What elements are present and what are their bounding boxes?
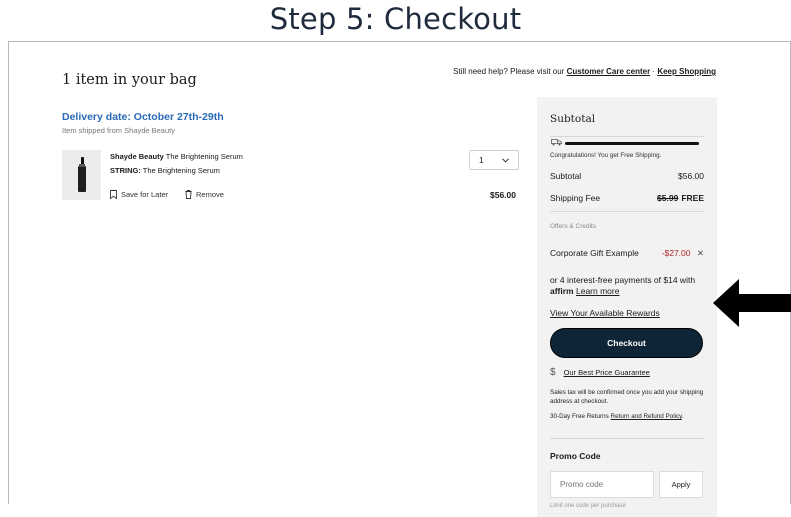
- summary-title: Subtotal: [550, 113, 596, 125]
- quantity-select[interactable]: [469, 150, 519, 170]
- bag-heading: 1 item in your bag: [62, 72, 197, 88]
- help-text: Still need help? Please visit our: [453, 67, 565, 76]
- returns-prefix: 30-Day Free Returns: [550, 413, 609, 420]
- tax-note: Sales tax will be confirmed once you add your shipping address at checkout.: [550, 389, 704, 405]
- variant-label: STRING:: [110, 166, 141, 175]
- gift-value: [662, 248, 704, 259]
- checkout-page-frame: [8, 41, 791, 509]
- returns-note: [550, 413, 684, 420]
- remove-button[interactable]: [185, 190, 224, 199]
- quantity-value: 1: [479, 155, 484, 165]
- view-rewards-link[interactable]: View Your Available Rewards: [550, 308, 660, 318]
- subtotal-value: $56.00: [678, 171, 704, 181]
- product-variant: [110, 166, 220, 175]
- gift-amount: -$27.00: [661, 248, 691, 258]
- divider: [550, 438, 704, 439]
- affirm-message: [550, 275, 710, 297]
- shipping-old-price: $5.99: [657, 193, 679, 203]
- arrow-left-icon: [711, 277, 791, 329]
- shipping-free: FREE: [681, 193, 704, 203]
- variant-value: The Brightening Serum: [142, 166, 220, 175]
- shipping-label: Shipping Fee: [550, 193, 601, 203]
- shipped-from: Item shipped from Shayde Beauty: [62, 126, 175, 135]
- close-icon[interactable]: ✕: [696, 248, 704, 258]
- divider: [550, 136, 704, 137]
- remove-label: Remove: [196, 190, 224, 199]
- gift-row: [550, 248, 704, 259]
- step-title: Step 5: Checkout: [269, 2, 522, 36]
- delivery-truck-icon: [551, 138, 562, 148]
- divider: [550, 211, 704, 212]
- subtotal-row: [550, 171, 704, 181]
- delivery-date: Delivery date: October 27th-29th: [62, 111, 224, 123]
- order-summary: [537, 97, 717, 517]
- promo-code-input[interactable]: Promo code: [550, 471, 654, 498]
- returns-suffix: .: [681, 413, 684, 420]
- guarantee-label: Our Best Price Guarantee: [563, 368, 650, 377]
- best-price-guarantee[interactable]: [550, 367, 650, 378]
- dollar-icon: $: [550, 367, 556, 378]
- offers-label: Offers & Credits: [550, 223, 597, 230]
- line-item-price: $56.00: [490, 190, 516, 200]
- free-shipping-message: Congratulations! You get Free Shipping.: [550, 152, 662, 159]
- save-for-later-button[interactable]: [110, 190, 168, 199]
- trash-icon: [185, 190, 192, 199]
- affirm-logo: affirm: [550, 286, 574, 296]
- shipping-row: [550, 193, 704, 203]
- affirm-learn-more-link[interactable]: Learn more: [576, 286, 620, 296]
- product-title[interactable]: [110, 152, 243, 161]
- gift-label: Corporate Gift Example: [550, 248, 639, 258]
- help-bar: [453, 67, 716, 76]
- subtotal-label: Subtotal: [550, 171, 582, 181]
- product-brand: Shayde Beauty: [110, 152, 164, 161]
- free-shipping-progress-bar: [565, 142, 699, 145]
- checkout-button[interactable]: Checkout: [550, 328, 703, 358]
- chevron-down-icon: [502, 158, 509, 163]
- customer-care-link[interactable]: Customer Care center: [566, 67, 651, 76]
- product-image[interactable]: [62, 150, 101, 200]
- affirm-text: or 4 interest-free payments of $14 with: [550, 275, 696, 285]
- product-name: The Brightening Serum: [165, 152, 243, 161]
- shipping-value: [657, 193, 704, 203]
- serum-bottle-image: [78, 166, 86, 192]
- save-for-later-label: Save for Later: [121, 190, 169, 199]
- help-separator: ·: [652, 67, 656, 76]
- promo-code-label: Promo Code: [550, 451, 601, 461]
- promo-limit-note: Limit one code per purchase: [550, 503, 626, 509]
- apply-button[interactable]: Apply: [659, 471, 703, 498]
- keep-shopping-link[interactable]: Keep Shopping: [657, 67, 716, 76]
- bookmark-icon: [110, 190, 117, 199]
- refund-policy-link[interactable]: Return and Refund Policy: [610, 413, 682, 420]
